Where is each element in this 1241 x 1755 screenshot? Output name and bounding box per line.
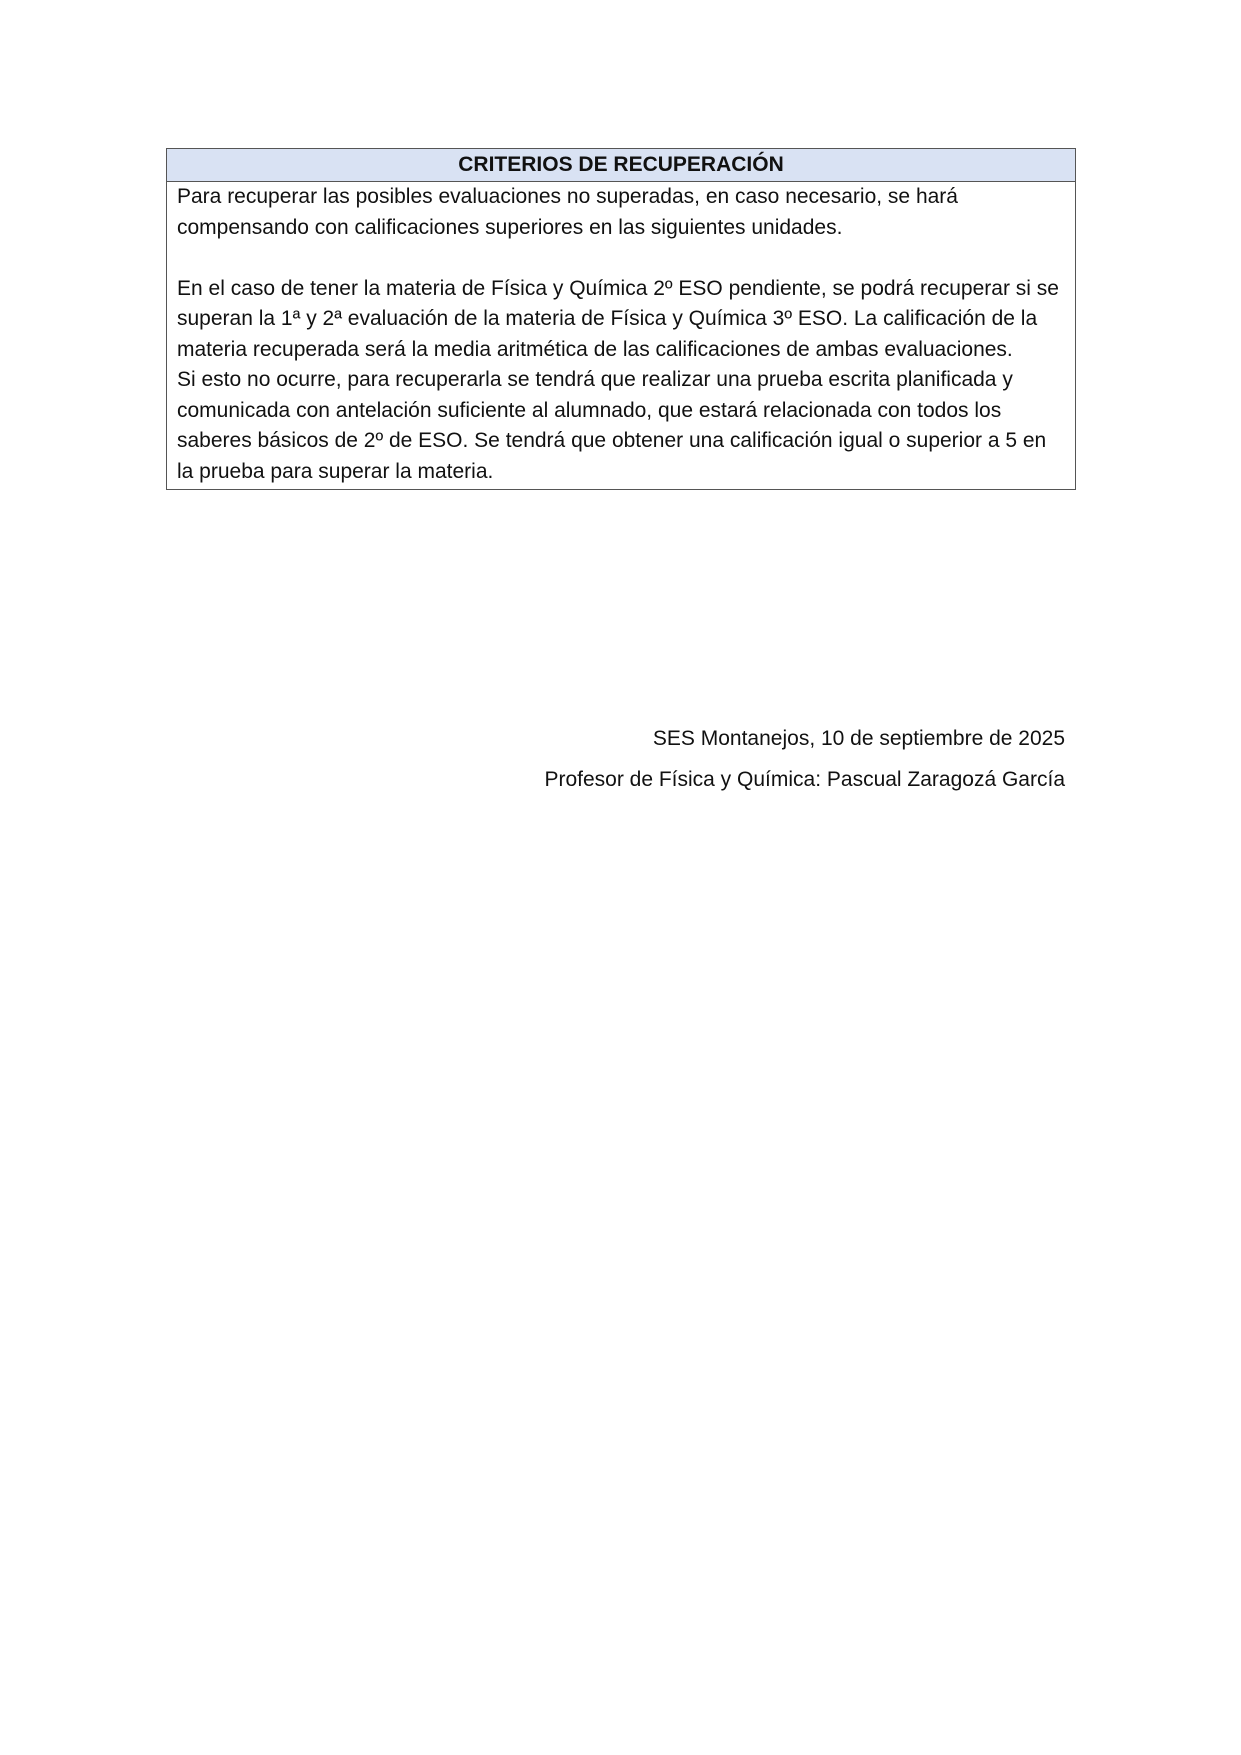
criteria-paragraph-compensation: Para recuperar las posibles evaluaciones no superadas, en caso necesario, se hará compensando con calificaciones superiores en las siguientes unidades. [177,185,958,239]
teacher-signature-line: Profesor de Física y Química: Pascual Zaragozá García [544,768,1065,791]
recovery-criteria-title: CRITERIOS DE RECUPERACIÓN [167,149,1075,182]
paragraph-spacer [177,243,1065,274]
criteria-paragraph-pending-subject: En el caso de tener la materia de Física y Química 2º ESO pendiente, se podrá recuperar si se superan la 1ª y 2ª evaluación de la materia de Física y Química 3º ESO. La calificación de la materia recuperada será la media aritmética de las calificaciones de ambas evaluaciones. [177,276,1059,361]
criteria-paragraph-written-test: Si esto no ocurre, para recuperarla se tendrá que realizar una prueba escrita planificada y comunicada con antelación suficiente al alumnado, que estará relacionada con todos los saberes básicos de 2º de ESO. Se tendrá que obtener una calificación igual o superior a 5 en la prueba para superar la materia. [177,368,1047,483]
recovery-criteria-body [167,182,1075,489]
recovery-criteria-table [166,148,1076,490]
place-and-date: SES Montanejos, 10 de septiembre de 2025 [652,727,1065,750]
signature-block [544,718,1065,800]
